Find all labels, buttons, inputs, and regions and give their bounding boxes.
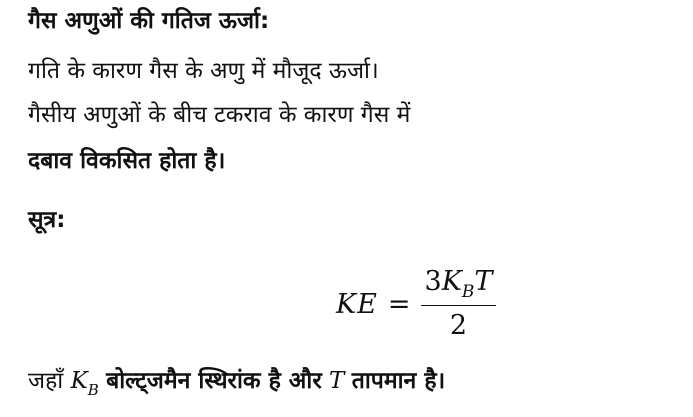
kb-symbol (70, 368, 99, 399)
numerator-coefficient: 3 (424, 265, 442, 297)
section-title (28, 6, 269, 36)
document-body (28, 0, 678, 417)
where-middle: बोल्ट्जमैन स्थिरांक है और (106, 368, 322, 394)
t-symbol: T (329, 368, 345, 394)
numerator-k: K (441, 265, 462, 297)
section-title-colon: : (260, 8, 270, 34)
description-line-3: दबाव विकसित होता है। (28, 148, 226, 174)
numerator-k-subscript: B (461, 281, 475, 302)
formula-numerator (421, 266, 497, 305)
formula-heading: सूत्र: (28, 207, 66, 233)
kb-symbol-subscript: B (87, 381, 99, 399)
formula-equals: = (387, 288, 411, 320)
description-line-1: गति के कारण गैस के अणु में मौजूद ऊर्जा। (28, 58, 379, 84)
section-title-text: गैस अणुओं की गतिज ऊर्जा (28, 8, 261, 34)
where-line (28, 366, 445, 398)
formula-fraction (421, 266, 497, 343)
description-line-2: गैसीय अणुओं के बीच टकराव के कारण गैस में (28, 102, 411, 128)
kinetic-energy-formula (336, 262, 496, 346)
formula-denominator: 2 (449, 310, 468, 342)
numerator-t: T (474, 265, 493, 297)
where-prefix: जहाँ (28, 368, 64, 394)
kb-symbol-k: K (70, 368, 88, 394)
formula-lhs: KE (336, 288, 378, 320)
where-suffix: तापमान है। (351, 368, 446, 394)
